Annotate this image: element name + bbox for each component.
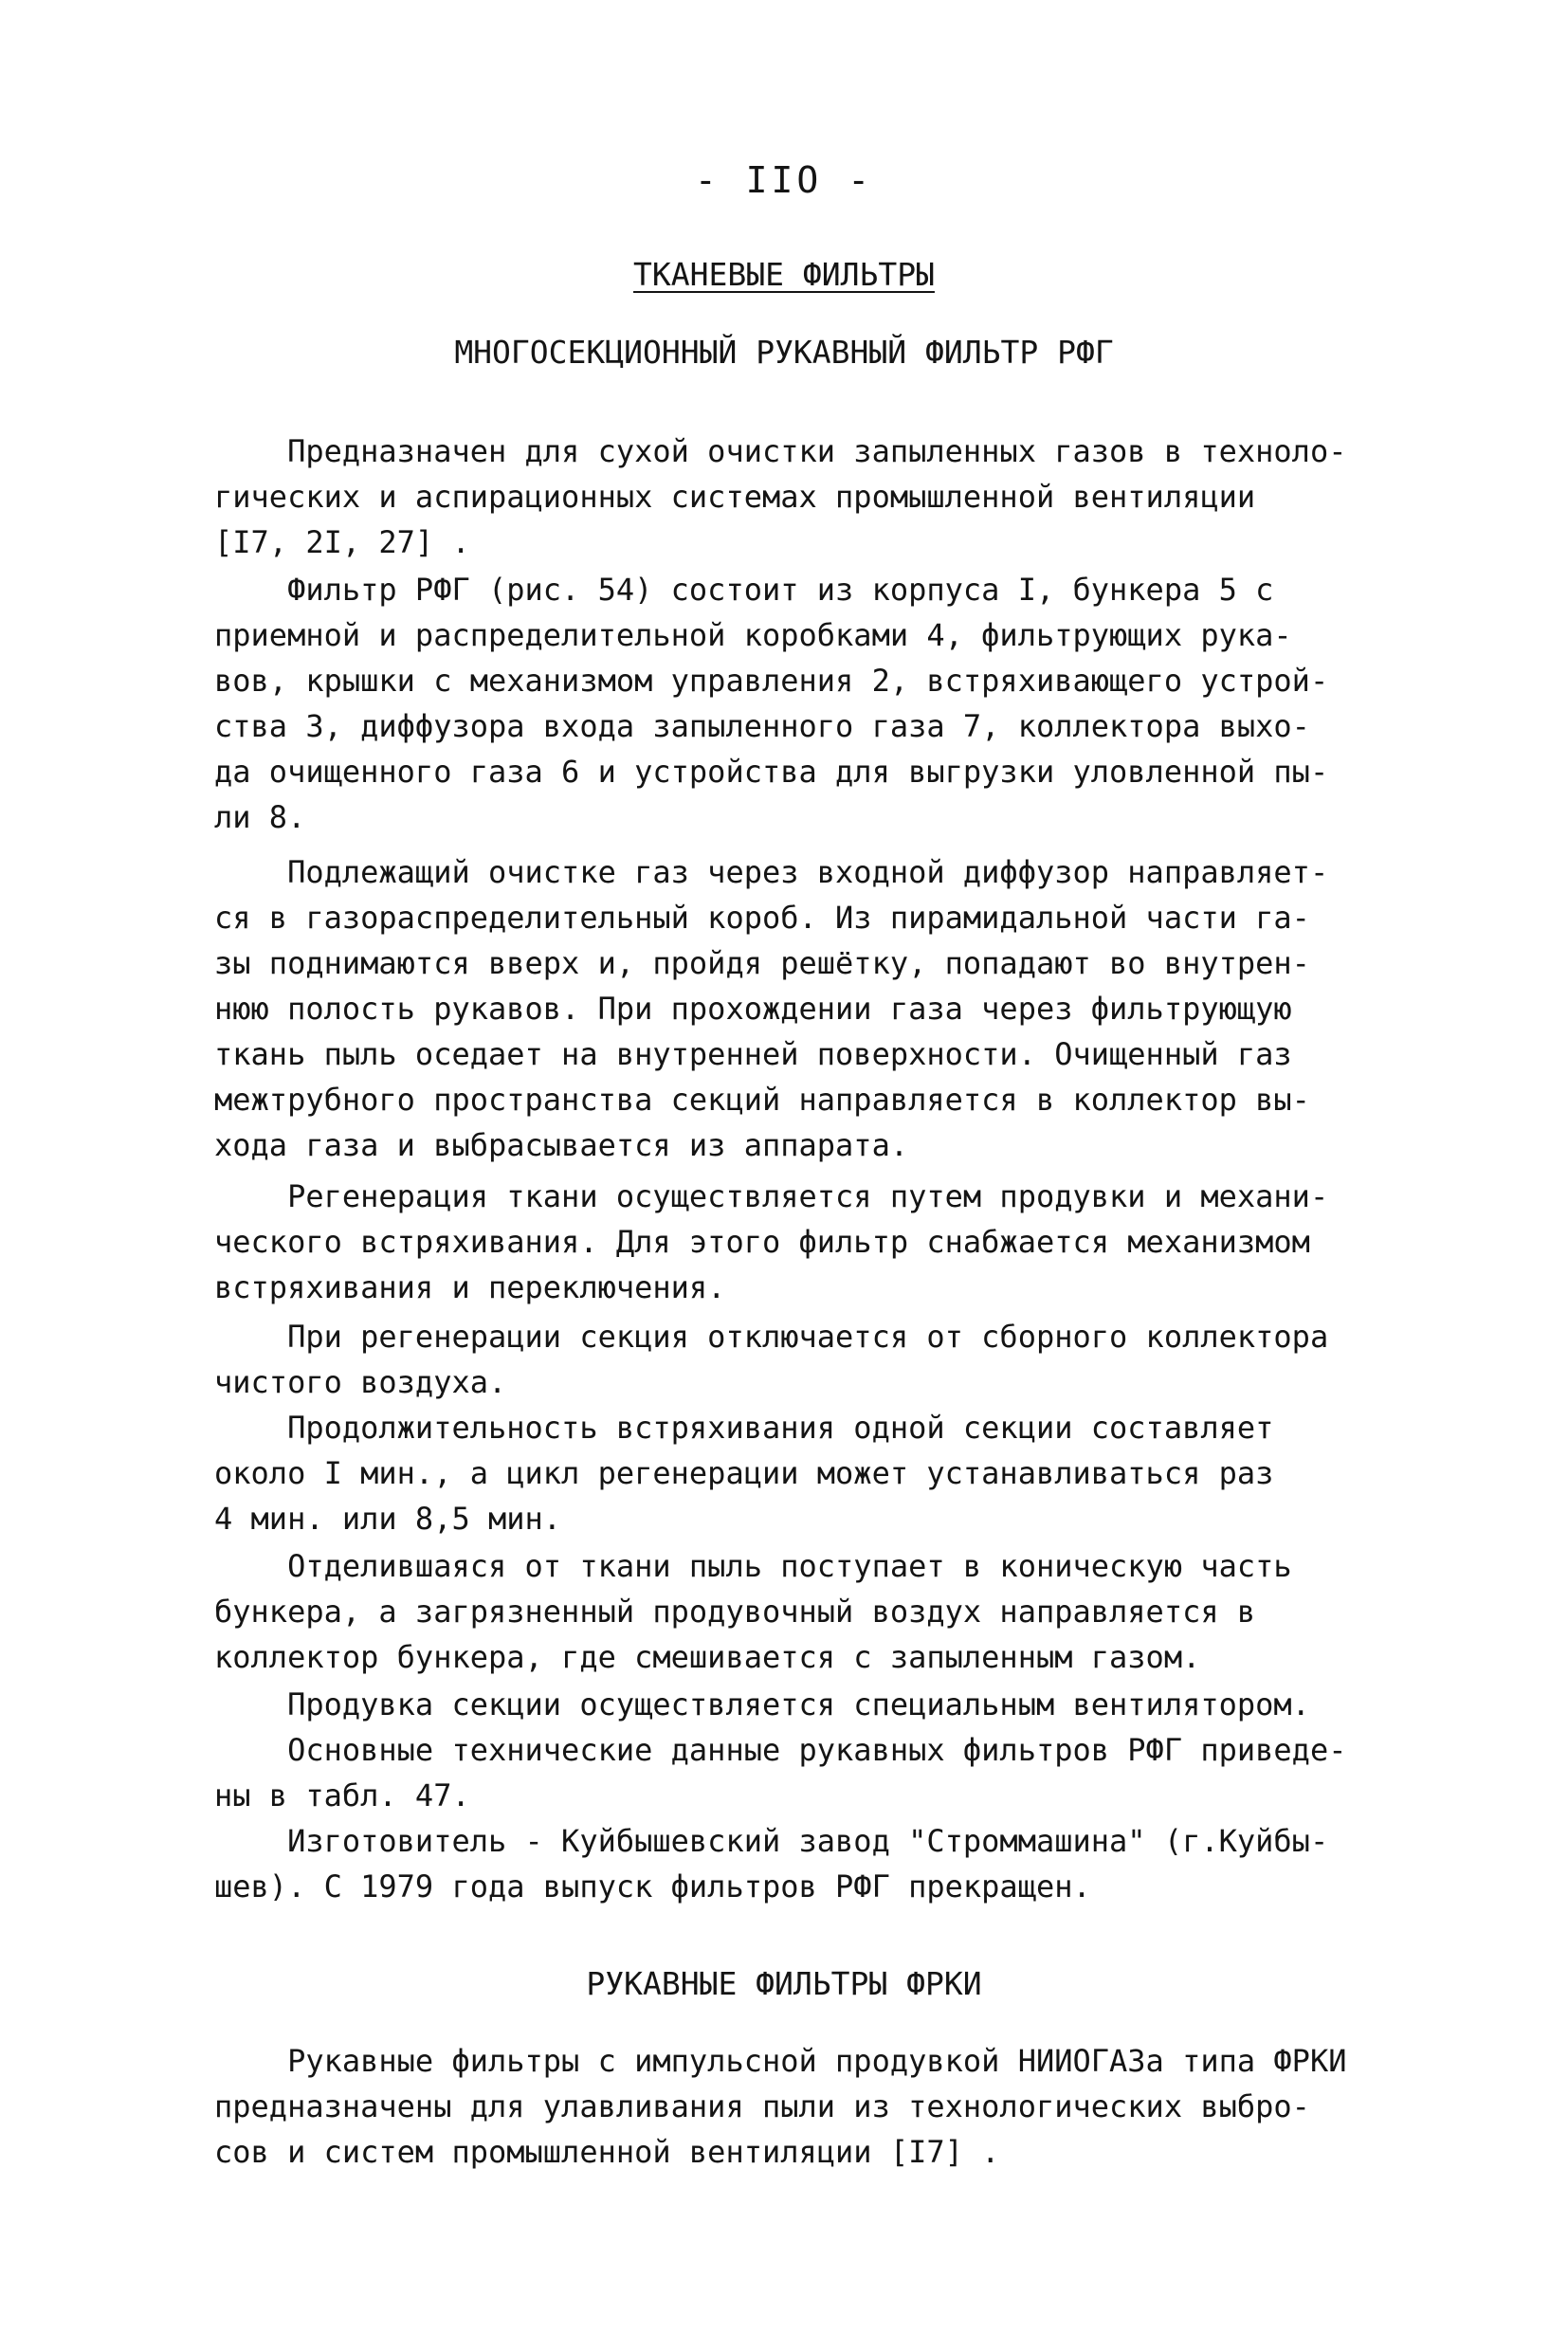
text-line: гических и аспирационных системах промышленной вентиляции bbox=[214, 479, 1256, 515]
text-line: межтрубного пространства секций направляется в коллектор вы- bbox=[214, 1082, 1310, 1118]
text-line: хода газа и выбрасывается из аппарата. bbox=[214, 1127, 909, 1163]
text-line: коллектор бункера, где смешивается с запыленным газом. bbox=[214, 1639, 1201, 1675]
page-number: - IIO - bbox=[694, 159, 874, 201]
text-line: встряхивания и переключения. bbox=[214, 1269, 726, 1305]
text-line: вов, крышки с механизмом управления 2, встряхивающего устрой- bbox=[214, 663, 1329, 699]
text-line: ся в газораспределительный короб. Из пирамидальной части га- bbox=[214, 900, 1310, 936]
text-line: шев). С 1979 года выпуск фильтров РФГ прекращен. bbox=[214, 1868, 1091, 1904]
paragraph-section-disconnect bbox=[214, 1314, 1352, 1405]
text-line: предназначены для улавливания пыли из технологических выбро- bbox=[214, 2088, 1310, 2124]
section-title-text: ТКАНЕВЫЕ ФИЛЬТРЫ bbox=[633, 256, 935, 293]
paragraph-specs bbox=[214, 1727, 1352, 1818]
paragraph-frki-purpose bbox=[214, 2038, 1352, 2175]
paragraph-blowing bbox=[214, 1682, 1352, 1727]
text-line: бункера, а загрязненный продувочный воздух направляется в bbox=[214, 1594, 1256, 1630]
paragraph-operation bbox=[214, 849, 1352, 1168]
text-line: ства 3, диффузора входа запыленного газа 7, коллектора выхо- bbox=[214, 708, 1310, 744]
text-line: ческого встряхивания. Для этого фильтр снабжается механизмом bbox=[214, 1224, 1310, 1260]
text-line: Предназначен для сухой очистки запыленных газов в техноло- bbox=[214, 433, 1347, 469]
section-title bbox=[0, 256, 1568, 294]
text-line: сов и систем промышленной вентиляции [I7] . bbox=[214, 2134, 1000, 2170]
text-line: Продолжительность встряхивания одной секции составляет bbox=[214, 1410, 1274, 1446]
text-line: нюю полость рукавов. При прохождении газа через фильтрующую bbox=[214, 991, 1292, 1027]
text-line: да очищенного газа 6 и устройства для выгрузки уловленной пы- bbox=[214, 754, 1329, 790]
text-line: Рукавные фильтры с импульсной продувкой НИИОГАЗа типа ФРКИ bbox=[214, 2043, 1347, 2079]
text-line: зы поднимаются вверх и, пройдя решётку, попадают во внутрен- bbox=[214, 945, 1310, 981]
text-line: около I мин., а цикл регенерации может устанавливаться раз bbox=[214, 1455, 1274, 1491]
text-line: Основные технические данные рукавных фильтров РФГ приведе- bbox=[214, 1732, 1347, 1768]
text-line: ткань пыль оседает на внутренней поверхности. Очищенный газ bbox=[214, 1036, 1292, 1072]
text-line: чистого воздуха. bbox=[214, 1364, 507, 1400]
text-line: [I7, 2I, 27] . bbox=[214, 524, 470, 560]
text-line: приемной и распределительной коробками 4, фильтрующих рука- bbox=[214, 617, 1292, 653]
paragraph-duration bbox=[214, 1405, 1352, 1541]
text-line: Регенерация ткани осуществляется путем продувки и механи- bbox=[214, 1178, 1329, 1214]
text-line: 4 мин. или 8,5 мин. bbox=[214, 1501, 562, 1537]
text-line: Подлежащий очистке газ через входной диффузор направляет- bbox=[214, 854, 1329, 890]
text-line: Отделившаяся от ткани пыль поступает в коническую часть bbox=[214, 1548, 1292, 1584]
paragraph-construction bbox=[214, 567, 1352, 840]
paragraph-regeneration bbox=[214, 1174, 1352, 1310]
paragraph-purpose bbox=[214, 428, 1352, 565]
text-line: ны в табл. 47. bbox=[214, 1777, 470, 1813]
text-line: При регенерации секция отключается от сборного коллектора bbox=[214, 1319, 1329, 1355]
text-line: Продувка секции осуществляется специальным вентилятором. bbox=[214, 1686, 1310, 1722]
text-line: Изготовитель - Куйбышевский завод "Строммашина" (г.Куйбы- bbox=[214, 1823, 1329, 1859]
text-line: ли 8. bbox=[214, 799, 306, 835]
paragraph-dust-removal bbox=[214, 1543, 1352, 1680]
paragraph-manufacturer bbox=[214, 1818, 1352, 1909]
subsection-title-rfg: МНОГОСЕКЦИОННЫЙ РУКАВНЫЙ ФИЛЬТР РФГ bbox=[454, 334, 1114, 371]
text-line: Фильтр РФГ (рис. 54) состоит из корпуса I, бункера 5 с bbox=[214, 572, 1274, 608]
subsection-title-frki: РУКАВНЫЕ ФИЛЬТРЫ ФРКИ bbox=[586, 1965, 982, 2002]
